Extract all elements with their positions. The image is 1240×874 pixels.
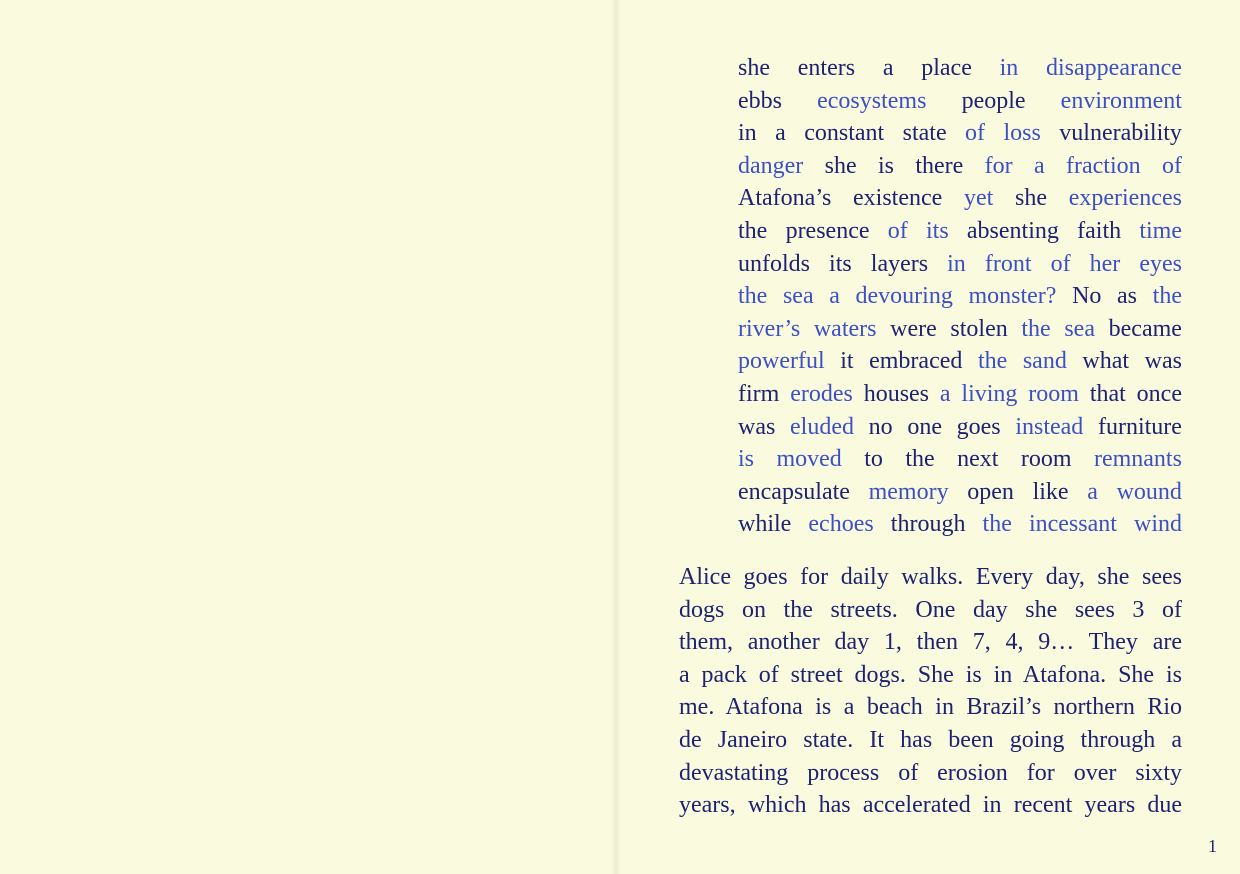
poem-word: danger bbox=[738, 152, 804, 179]
poem-word: yet bbox=[963, 185, 994, 212]
poem-word: instead bbox=[1015, 413, 1084, 440]
poem-block bbox=[738, 52, 1182, 541]
poem-word: like bbox=[1032, 478, 1069, 505]
poem-word: once bbox=[1136, 380, 1182, 407]
poem-line bbox=[738, 411, 1182, 444]
poem-word: river’s bbox=[738, 315, 801, 342]
poem-word: the bbox=[982, 511, 1012, 538]
poem-word: place bbox=[921, 55, 972, 81]
poem-word: enters bbox=[797, 55, 856, 81]
poem-word: of bbox=[887, 217, 908, 244]
poem-line bbox=[738, 248, 1182, 281]
poem-word: ecosystems bbox=[817, 87, 927, 114]
poem-line bbox=[738, 443, 1182, 476]
poem-word: remnants bbox=[1093, 446, 1182, 473]
poem-line bbox=[738, 215, 1182, 248]
poem-word: became bbox=[1108, 315, 1182, 342]
page-number: 1 bbox=[1208, 836, 1217, 856]
poem-word: devouring bbox=[855, 283, 953, 310]
poem-word: absenting bbox=[966, 217, 1059, 244]
poem-word: constant bbox=[804, 120, 885, 147]
poem-word: the bbox=[738, 217, 768, 244]
poem-word: incessant bbox=[1028, 511, 1117, 538]
poem-word: the bbox=[977, 348, 1008, 375]
poem-word: presence bbox=[785, 217, 870, 244]
poem-word: unfolds bbox=[738, 250, 810, 277]
prose-line: de Janeiro state. It has been going through a bbox=[679, 726, 1182, 753]
poem-word: stolen bbox=[950, 315, 1008, 342]
poem-word: faith bbox=[1077, 217, 1122, 244]
prose-line: a pack of street dogs. She is in Atafona. She is bbox=[679, 661, 1182, 688]
poem-word: goes bbox=[956, 413, 1001, 440]
poem-line bbox=[738, 52, 1182, 85]
poem-word: the bbox=[1152, 283, 1182, 310]
poem-word: sea bbox=[782, 283, 814, 310]
poem-word: waters bbox=[813, 315, 877, 342]
poem-word: she bbox=[1015, 185, 1047, 212]
poem-line bbox=[738, 508, 1182, 541]
poem-word: no bbox=[868, 413, 893, 440]
poem-word: the bbox=[905, 446, 935, 473]
poem-word: while bbox=[738, 511, 792, 538]
poem-word: vulnerability bbox=[1059, 120, 1182, 147]
poem-word: eyes bbox=[1139, 250, 1182, 277]
poem-word: firm bbox=[738, 380, 780, 407]
poem-word: wound bbox=[1116, 478, 1182, 505]
poem-word: that bbox=[1089, 380, 1126, 407]
prose-line: devastating process of erosion for over sixty bbox=[679, 759, 1182, 786]
poem-word: eluded bbox=[790, 413, 854, 440]
poem-word: people bbox=[961, 87, 1026, 114]
prose-line: Alice goes for daily walks. Every day, she sees bbox=[679, 564, 1182, 590]
poem-word: were bbox=[890, 315, 937, 342]
poem-word: memory bbox=[868, 478, 949, 505]
poem-word: wind bbox=[1134, 511, 1182, 538]
poem-word: monster? bbox=[968, 283, 1057, 310]
poem-word: experiences bbox=[1068, 185, 1182, 212]
poem-word: a bbox=[829, 283, 840, 310]
poem-word: moved bbox=[776, 446, 842, 473]
poem-word: loss bbox=[1003, 120, 1041, 147]
poem-word: disappearance bbox=[1046, 55, 1182, 81]
poem-line bbox=[738, 117, 1182, 150]
poem-word: furniture bbox=[1097, 413, 1182, 440]
poem-word: layers bbox=[870, 250, 929, 277]
poem-word: existence bbox=[853, 185, 943, 212]
poem-word: the bbox=[1021, 315, 1051, 342]
poem-word: living bbox=[961, 380, 1018, 407]
poem-word: a bbox=[1087, 478, 1098, 505]
poem-word: as bbox=[1117, 283, 1138, 310]
poem-word: she bbox=[738, 55, 770, 81]
poem-word: powerful bbox=[738, 348, 825, 375]
poem-word: to bbox=[864, 446, 883, 473]
poem-word: of bbox=[1050, 250, 1071, 277]
poem-word: erodes bbox=[790, 380, 853, 407]
poem-line bbox=[738, 476, 1182, 509]
poem-word: one bbox=[907, 413, 942, 440]
poem-word: encapsulate bbox=[738, 478, 850, 505]
poem-word: she bbox=[824, 152, 857, 179]
poem-word: time bbox=[1139, 217, 1182, 244]
poem-word: her bbox=[1089, 250, 1121, 277]
prose-line: years, which has accelerated in recent years due bbox=[679, 792, 1182, 819]
poem-word: a bbox=[882, 55, 894, 81]
prose-line: them, another day 1, then 7, 4, 9… They are bbox=[679, 629, 1182, 656]
poem-line bbox=[738, 182, 1182, 215]
poem-word: sand bbox=[1022, 348, 1067, 375]
prose-line: dogs on the streets. One day she sees 3 of bbox=[679, 596, 1182, 623]
poem-word: in bbox=[738, 120, 757, 147]
poem-word: was bbox=[738, 413, 776, 440]
poem-line bbox=[738, 150, 1182, 183]
poem-word: there bbox=[915, 152, 964, 179]
poem-word: No bbox=[1072, 283, 1102, 310]
poem-word: echoes bbox=[808, 511, 874, 538]
poem-word: of bbox=[1161, 152, 1182, 179]
poem-word: Atafona’s bbox=[738, 185, 832, 212]
poem-word: fraction bbox=[1065, 152, 1141, 179]
poem-word: for bbox=[984, 152, 1013, 179]
poem-word: next bbox=[957, 446, 999, 473]
prose-paragraph bbox=[679, 561, 1182, 822]
poem-word: room bbox=[1020, 446, 1072, 473]
poem-word: state bbox=[902, 120, 947, 147]
poem-word: in bbox=[999, 55, 1019, 81]
poem-word: a bbox=[775, 120, 786, 147]
poem-line bbox=[738, 345, 1182, 378]
poem-word: environment bbox=[1060, 87, 1182, 114]
poem-word: sea bbox=[1064, 315, 1095, 342]
poem-word: was bbox=[1144, 348, 1182, 375]
poem-word: what bbox=[1082, 348, 1130, 375]
poem-word: its bbox=[829, 250, 852, 277]
poem-word: through bbox=[890, 511, 966, 538]
poem-word: a bbox=[939, 380, 951, 407]
poem-word: is bbox=[877, 152, 894, 179]
prose-line: me. Atafona is a beach in Brazil’s northern Rio bbox=[679, 694, 1182, 721]
poem-line bbox=[738, 378, 1182, 411]
poem-word: the bbox=[738, 283, 768, 310]
poem-line bbox=[738, 280, 1182, 313]
poem-word: room bbox=[1028, 380, 1079, 407]
poem-word: in bbox=[947, 250, 966, 277]
poem-word: open bbox=[967, 478, 1014, 505]
poem-line bbox=[738, 313, 1182, 346]
poem-word: its bbox=[925, 217, 949, 244]
poem-word: it bbox=[840, 348, 854, 375]
poem-word: a bbox=[1033, 152, 1045, 179]
poem-line bbox=[738, 85, 1182, 118]
poem-word: embraced bbox=[869, 348, 963, 375]
page-gutter bbox=[612, 0, 620, 874]
poem-word: of bbox=[965, 120, 986, 147]
poem-word: front bbox=[984, 250, 1032, 277]
poem-word: ebbs bbox=[738, 87, 782, 114]
poem-word: houses bbox=[863, 380, 930, 407]
poem-word: is bbox=[738, 446, 755, 473]
